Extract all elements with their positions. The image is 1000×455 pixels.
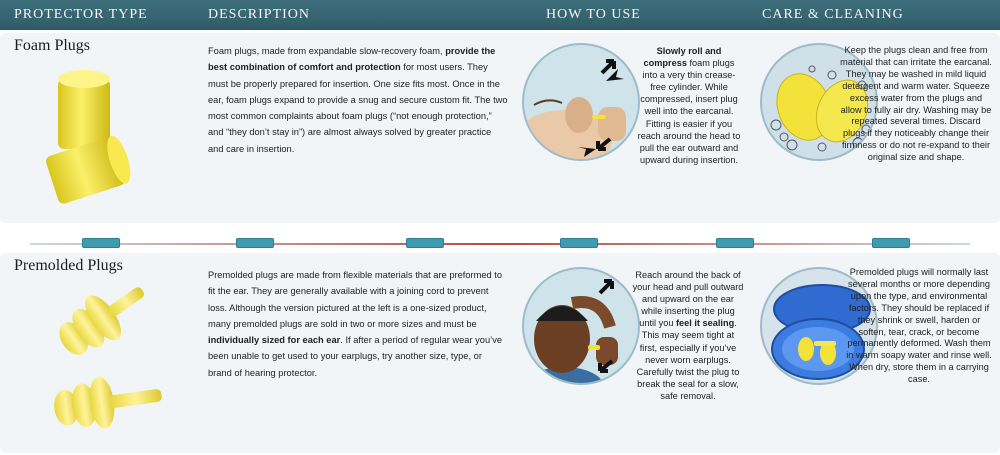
premolded-insertion-illustration <box>522 267 640 385</box>
premolded-how-emphasis: feel it sealing <box>676 318 735 329</box>
premolded-plugs-image <box>30 287 180 443</box>
foam-plugs-image <box>28 65 168 221</box>
divider-marker <box>716 238 754 248</box>
divider-marker <box>872 238 910 248</box>
foam-description-emphasis: provide the best combination of comfort and protection <box>208 46 496 73</box>
foam-insertion-illustration <box>522 43 640 161</box>
pull-up-arrow-icon <box>598 55 620 77</box>
foam-description: Foam plugs, made from expandable slow-recovery foam, provide the best combination of comfort and protection for most users. They must be properly prepared for insertion. One size fits most. Once in the ear, foam plugs expand to provide a snug and secure custom fit. The two most common complaints about foam plugs (“not enough protection,” and “they don’t stay in”) are almost always solved by greater practice and care in insertion. <box>208 46 508 154</box>
premolded-plugs-row <box>0 253 1000 453</box>
header-protector-type: PROTECTOR TYPE <box>14 7 148 22</box>
pull-up-arrow-icon <box>596 275 618 297</box>
foam-how-emphasis: Slowly roll and compress <box>643 46 722 69</box>
premolded-how-to-use-text: Reach around the back of your head and pull outward and upward on the ear while inserting the plug until you feel it sealing. This may seem tight at first, especially if you’ve never worn earplugs. Carefully twist the plug to break the seal for a slow, safe removal. <box>632 270 744 401</box>
premolded-description: Premolded plugs are made from flexible materials that are preformed to fit the ear. They are generally available with a joining cord to prevent loss. Although the version pictured at the left is a one-sized product, many premolded plugs are sold in two or more sizes and must be individually sized for each ear. If after a period of regular wear you’ve been unable to get used to your earplugs, try another size, type, or brand of hearing protector. <box>208 270 503 378</box>
column-header-bar <box>0 0 1000 30</box>
foam-plugs-title: Foam Plugs <box>14 37 91 54</box>
premolded-plugs-title: Premolded Plugs <box>14 257 123 274</box>
divider-marker <box>406 238 444 248</box>
foam-care-text: Keep the plugs clean and free from material that can irritate the earcanal. They may be washed in mild liquid detergent and warm water. Squeeze excess water from the plugs and allow to fully air dry. Washing may be repeated several times. Discard plugs if they noticeably change their firmness or do not re-expand to their original size and shape. <box>840 45 992 163</box>
foam-plugs-row <box>0 33 1000 223</box>
push-in-arrow-icon <box>594 355 616 377</box>
row-divider <box>30 243 970 245</box>
premolded-care-text: Premolded plugs will normally last several months or more depending upon the type, and environmental factors. They should be replaced if they shrink or swell, harden or soften, tear, crack, or become permanently deformed. Wash them in warm soapy water and rinse well. When dry, store them in a carrying case. <box>846 267 992 385</box>
header-care-cleaning: CARE & CLEANING <box>762 7 904 22</box>
divider-marker <box>560 238 598 248</box>
divider-marker <box>236 238 274 248</box>
push-in-arrow-icon <box>592 133 614 155</box>
premolded-description-emphasis: individually sized for each ear <box>208 335 341 346</box>
foam-how-to-use-text: Slowly roll and compress foam plugs into a very thin crease-free cylinder. While compressed, insert plug well into the earcanal. Fitting is easier if you reach around the head to pull the ear outward and upward during insertion. <box>637 46 741 165</box>
divider-marker <box>82 238 120 248</box>
header-description: DESCRIPTION <box>208 7 311 22</box>
header-how-to-use: HOW TO USE <box>546 7 641 22</box>
